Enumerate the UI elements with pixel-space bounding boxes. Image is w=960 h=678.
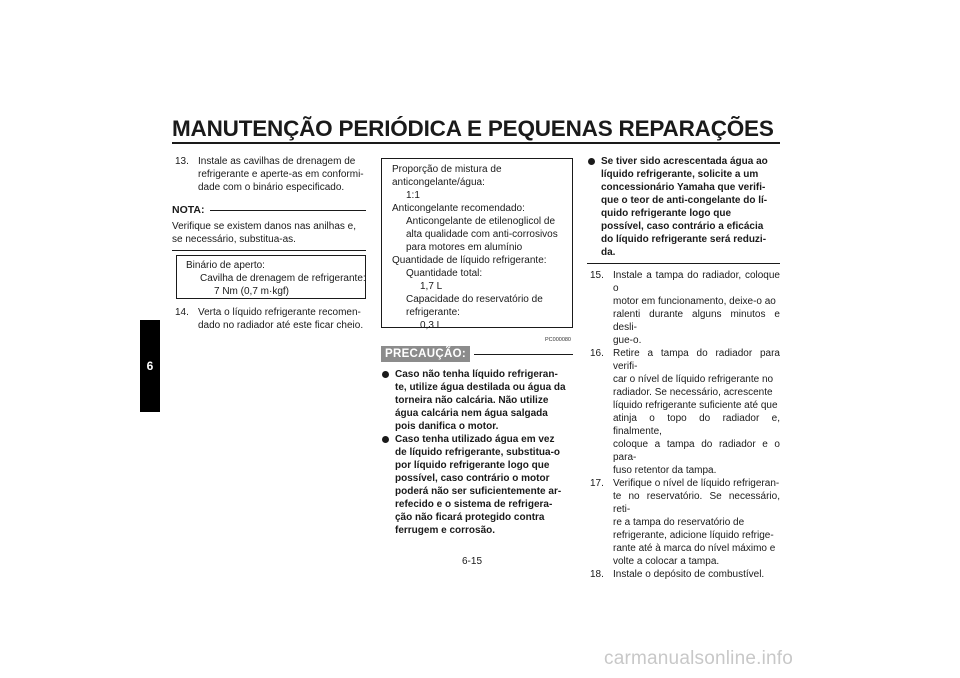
spec-line: Proporção de mistura de [392, 164, 502, 175]
nota-text [172, 220, 366, 246]
bullet-text: pois danifica o motor. [395, 421, 499, 432]
spec-line: 1,7 L [420, 281, 443, 292]
spec-line: Quantidade total: [406, 268, 483, 279]
step-text: Instale o depósito de combustível. [613, 569, 765, 580]
spec-line: 1:1 [406, 190, 420, 201]
bullet-text: líquido refrigerante, solicite a um [601, 169, 759, 180]
step-text: rante até à marca do nível máximo e [613, 543, 776, 554]
nota-line: Verifique se existem danos nas anilhas e, [172, 221, 356, 232]
bullet-text: te, utilize água destilada ou água da [395, 382, 566, 393]
spec-line: Quantidade de líquido refrigerante: [392, 255, 547, 266]
spec-line: 7 Nm (0,7 m·kgf) [214, 286, 290, 297]
spec-line: Cavilha de drenagem de refrigerante: [200, 273, 366, 284]
bullet-text: de líquido refrigerante, substitua-o [395, 447, 561, 458]
step-text: Instale a tampa do radiador, coloque o [613, 270, 780, 294]
site-watermark[interactable]: carmanualsonline.info [604, 648, 794, 669]
step-number: 17. [590, 478, 604, 489]
bullet-text: que o teor de anti-congelante do lí- [601, 195, 768, 206]
spec-line: Anticongelante de etilenoglicol de [406, 216, 555, 227]
spec-line: anticongelante/água: [392, 177, 485, 188]
bullet-text: poderá não ser suficientemente ar- [395, 486, 562, 497]
page-number: 6-15 [462, 556, 483, 567]
bullet-icon [382, 436, 389, 443]
step-number: 16. [590, 348, 604, 359]
step-text: coloque a tampa do radiador e o para- [613, 439, 780, 463]
torque-spec-box [176, 255, 366, 299]
bullet-text: possível, caso contrário o motor [395, 473, 550, 484]
step-17 [587, 477, 780, 568]
caution-bullet-1 [381, 368, 573, 433]
step-text: re a tampa do reservatório de [613, 517, 745, 528]
step-text: Instale as cavilhas de drenagem de [198, 156, 356, 167]
bullet-text: Caso tenha utilizado água em vez [395, 434, 555, 445]
spec-line: alta qualidade com anti-corrosivos [406, 229, 558, 240]
bullet-text: torneira não calcária. Não utilize [395, 395, 549, 406]
page-title: MANUTENÇÃO PERIÓDICA E PEQUENAS REPARAÇÕES [172, 116, 774, 141]
precaucao-heading [381, 346, 573, 362]
bullet-text: da. [601, 247, 616, 258]
column-right [587, 155, 780, 581]
bullet-text: por líquido refrigerante logo que [395, 460, 550, 471]
caution-bullet-3 [587, 155, 780, 259]
step-text: Retire a tampa do radiador para verifi- [613, 348, 780, 372]
step-text: Verifique o nível de líquido refrigeran- [613, 478, 780, 489]
precaucao-label: PRECAUÇÃO: [381, 346, 470, 362]
step-number: 14. [175, 307, 189, 318]
bullet-text: quido refrigerante logo que [601, 208, 732, 219]
column-left-lower [172, 306, 366, 332]
bullet-icon [382, 371, 389, 378]
spec-line: Anticongelante recomendado: [392, 203, 525, 214]
step-text: car o nível de líquido refrigerante no [613, 374, 774, 385]
spec-line: Capacidade do reservatório de [406, 294, 543, 305]
step-text: te no reservatório. Se necessário, reti- [613, 491, 780, 515]
step-16 [587, 347, 780, 477]
step-number: 15. [590, 270, 604, 281]
step-number: 18. [590, 569, 604, 580]
spec-line: Binário de aperto: [186, 260, 265, 271]
step-text: radiador. Se necessário, acrescente [613, 387, 773, 398]
bullet-text: água calcária nem água salgada [395, 408, 548, 419]
nota-label: NOTA: [172, 204, 205, 216]
bullet-text: possível, caso contrário a eficácia [601, 221, 764, 232]
step-text: dado no radiador até este ficar cheio. [198, 320, 364, 331]
step-text: fuso retentor da tampa. [613, 465, 717, 476]
nota-line: se necessário, substitua-as. [172, 234, 296, 245]
step-text: refrigerante, adicione líquido refrige- [613, 530, 774, 541]
step-text: ralenti durante alguns minutos e desli- [613, 309, 780, 333]
step-text: gue-o. [613, 335, 642, 346]
column-left [172, 155, 366, 251]
caution-bullet-2 [381, 433, 573, 537]
nota-heading [172, 204, 366, 217]
step-14 [172, 306, 366, 332]
bullet-text: Se tiver sido acrescentada água ao [601, 156, 768, 167]
bullet-text: concessionário Yamaha que verifi- [601, 182, 766, 193]
bullet-text: ferrugem e corrosão. [395, 525, 496, 536]
step-18 [587, 568, 780, 581]
step-13 [172, 155, 366, 194]
step-text: dade com o binário especificado. [198, 182, 345, 193]
bullet-text: refecido e o sistema de refrigera- [395, 499, 553, 510]
document-code: PC000080 [545, 337, 571, 343]
spec-line: para motores em alumínio [406, 242, 523, 253]
spec-line: 0,3 L [420, 320, 443, 331]
step-text: atinja o topo do radiador e, finalmente, [613, 413, 780, 437]
nota-rule [172, 250, 366, 251]
step-text: Verta o líquido refrigerante recomen- [198, 307, 361, 318]
step-text: volte a colocar a tampa. [613, 556, 720, 567]
coolant-spec-box [381, 158, 573, 331]
step-15 [587, 269, 780, 347]
step-text: líquido refrigerante suficiente até que [613, 400, 778, 411]
column-middle [381, 346, 573, 537]
title-rule [172, 142, 780, 144]
bullet-text: do líquido refrigerante será reduzi- [601, 234, 767, 245]
chapter-tab: 6 [140, 320, 160, 412]
step-text: motor em funcionamento, deixe-o ao [613, 296, 776, 307]
bullet-icon [588, 158, 595, 165]
bullet-text: ção não ficará protegido contra [395, 512, 545, 523]
bullet-text: Caso não tenha líquido refrigeran- [395, 369, 558, 380]
step-text: refrigerante e aperte-as em conformi- [198, 169, 364, 180]
spec-line: refrigerante: [406, 307, 460, 318]
step-number: 13. [175, 156, 189, 167]
